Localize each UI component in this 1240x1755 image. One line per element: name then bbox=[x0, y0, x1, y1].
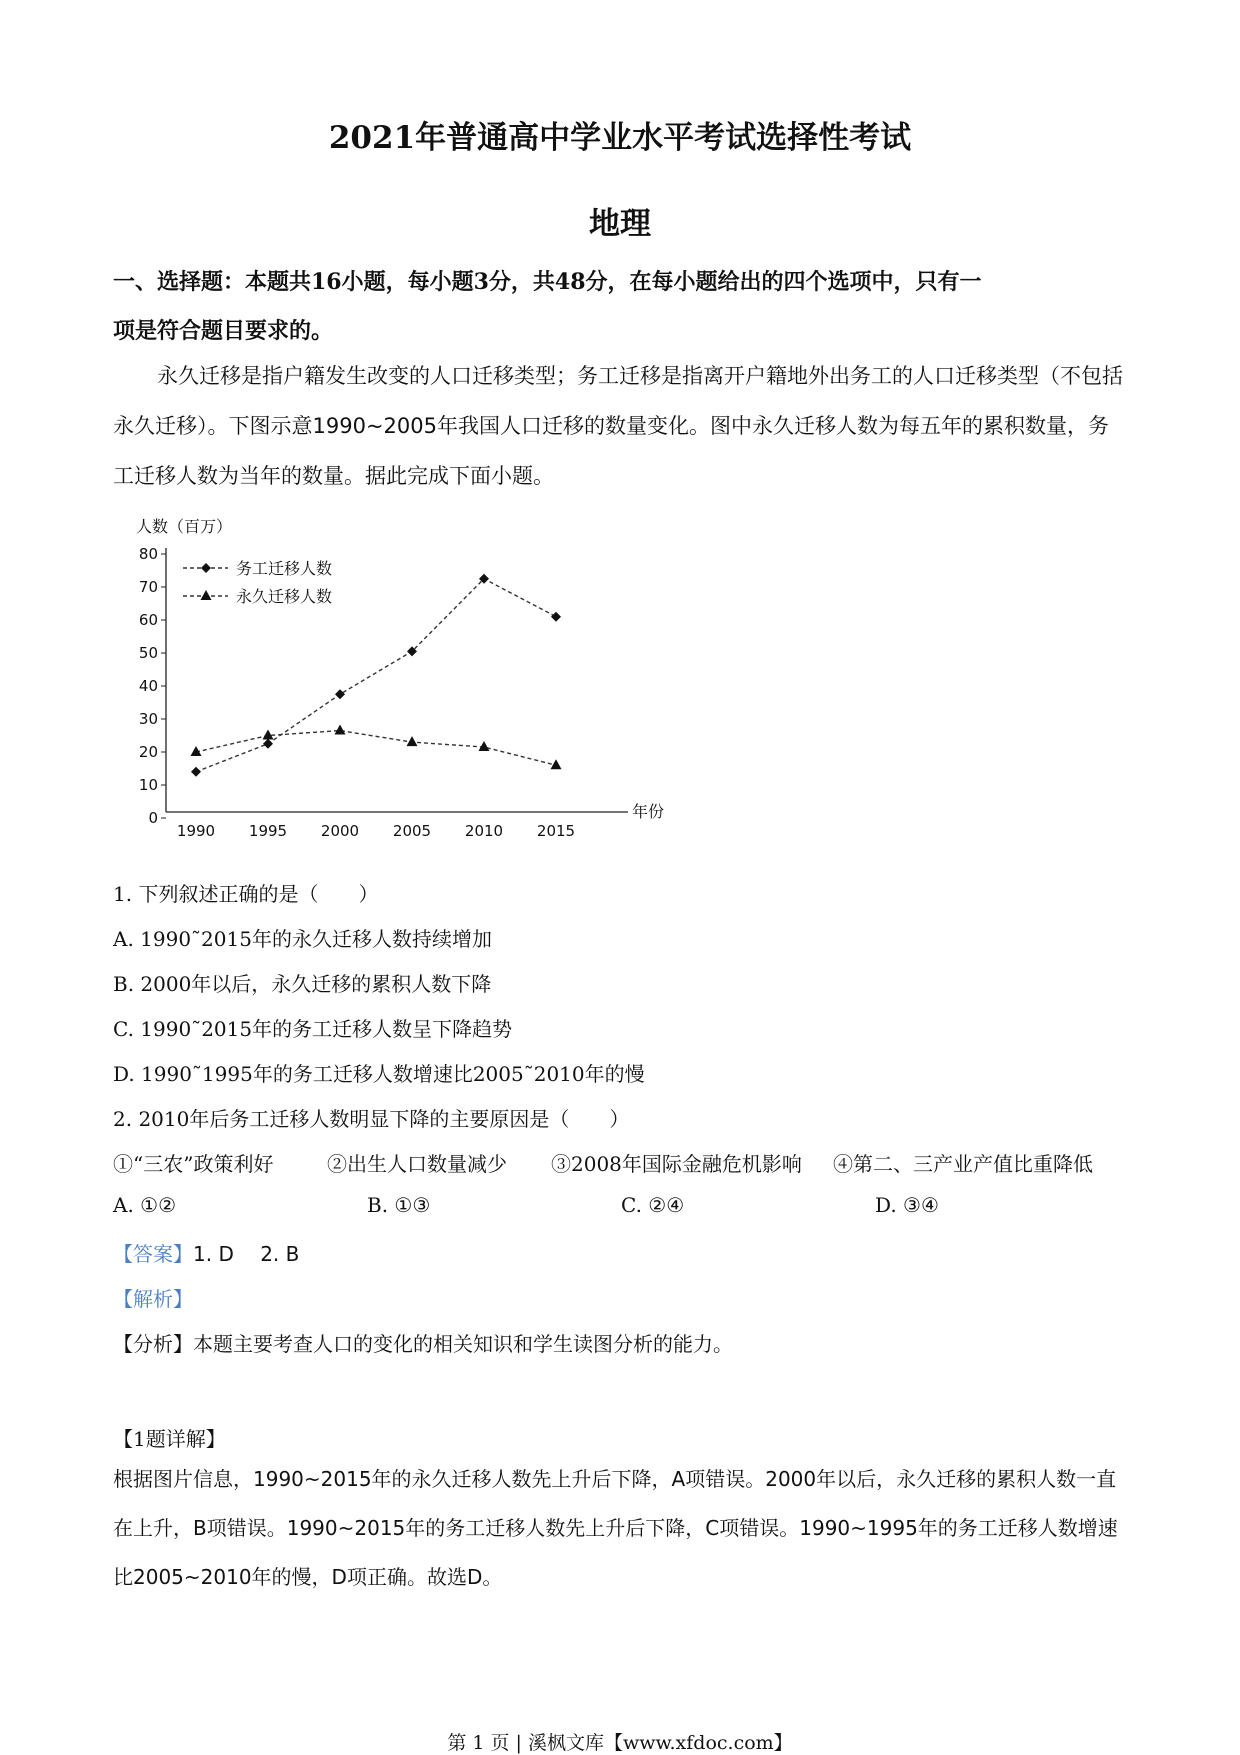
y-tick-label: 70 bbox=[138, 578, 158, 596]
data-point-diamond bbox=[263, 739, 273, 749]
y-tick-label: 60 bbox=[138, 611, 158, 629]
x-tick-label: 2005 bbox=[392, 822, 432, 840]
q2-choice-2: ②出生人口数量减少 bbox=[327, 1152, 507, 1176]
q1-stem: 1. 下列叙述正确的是（ ） bbox=[113, 882, 379, 906]
q1-option-d: D. 1990˜1995年的务工迁移人数增速比2005˜2010年的慢 bbox=[113, 1062, 645, 1086]
answer-text: 1. D 2. B bbox=[193, 1242, 300, 1266]
section-heading-line-2: 项是符合题目要求的。 bbox=[113, 318, 334, 344]
data-point-triangle bbox=[551, 759, 562, 769]
q2-choice-4: ④第二、三产业产值比重降低 bbox=[833, 1152, 1093, 1176]
y-tick-label: 20 bbox=[138, 743, 158, 761]
data-point-triangle bbox=[407, 736, 418, 746]
page-footer: 第 1 页 | 溪枫文库【www.xfdoc.com】 bbox=[447, 1732, 793, 1754]
x-tick-label: 2015 bbox=[536, 822, 576, 840]
section-heading bbox=[113, 258, 1133, 356]
data-point-diamond bbox=[551, 612, 561, 622]
y-axis-label: 人数（百万） bbox=[136, 517, 233, 536]
x-tick-label: 1990 bbox=[176, 822, 216, 840]
intro-paragraph: 永久迁移是指户籍发生改变的人口迁移类型；务工迁移是指离开户籍地外出务工的人口迁移类型（不包括永久迁移）。下图示意1990~2005年我国人口迁移的数量变化。图中永久迁移人数为每五年的累积数量，务工迁移人数为当年的数量。据此完成下面小题。 bbox=[113, 364, 1123, 488]
q1-option-a: A. 1990˜2015年的永久迁移人数持续增加 bbox=[113, 927, 492, 951]
detail-title: 【1题详解】 bbox=[113, 1427, 226, 1451]
detail-text: 根据图片信息，1990~2015年的永久迁移人数先上升后下降，A项错误。2000年以后，永久迁移的累积人数一直在上升，B项错误。1990~2015年的务工迁移人数先上升后下降，C项错误。1990~1995年的务工迁移人数增速比2005~2010年的慢，D项正确。故选D。 bbox=[113, 1467, 1118, 1589]
series-line bbox=[196, 579, 556, 772]
document-title: 2021年普通高中学业水平考试选择性考试 bbox=[328, 120, 912, 156]
y-tick-label: 50 bbox=[138, 644, 158, 662]
series-line bbox=[196, 731, 556, 766]
legend-label: 务工迁移人数 bbox=[236, 559, 333, 578]
data-point-triangle bbox=[335, 725, 346, 735]
answer-label: 【答案】 bbox=[113, 1242, 193, 1266]
y-tick-label: 30 bbox=[138, 710, 158, 728]
y-tick-label: 40 bbox=[138, 677, 158, 695]
legend-label: 永久迁移人数 bbox=[236, 587, 333, 606]
q2-option-a: A. ①② bbox=[113, 1193, 177, 1217]
legend-marker-diamond bbox=[201, 563, 211, 573]
q2-option-b: B. ①③ bbox=[367, 1193, 431, 1217]
x-tick-label: 1995 bbox=[248, 822, 288, 840]
y-tick-label: 80 bbox=[138, 545, 158, 563]
legend-marker-triangle bbox=[201, 590, 212, 600]
x-tick-label: 2000 bbox=[320, 822, 360, 840]
data-point-triangle bbox=[263, 730, 274, 740]
answer-line bbox=[113, 1238, 299, 1267]
subject-title: 地理 bbox=[589, 206, 651, 242]
q2-choice-1: ①“三农”政策利好 bbox=[113, 1152, 274, 1176]
x-tick-label: 2010 bbox=[464, 822, 504, 840]
data-point-triangle bbox=[479, 741, 490, 751]
data-point-diamond bbox=[191, 767, 201, 777]
data-point-diamond bbox=[335, 689, 345, 699]
analysis-fenxi: 【分析】本题主要考查人口的变化的相关知识和学生读图分析的能力。 bbox=[113, 1332, 733, 1356]
x-axis-label: 年份 bbox=[632, 802, 665, 821]
q2-option-c: C. ②④ bbox=[621, 1193, 685, 1217]
q2-option-d: D. ③④ bbox=[875, 1193, 939, 1217]
q1-option-b: B. 2000年以后，永久迁移的累积人数下降 bbox=[113, 972, 492, 996]
y-tick-label: 10 bbox=[138, 776, 158, 794]
q1-option-c: C. 1990˜2015年的务工迁移人数呈下降趋势 bbox=[113, 1017, 513, 1041]
q2-stem: 2. 2010年后务工迁移人数明显下降的主要原因是（ ） bbox=[113, 1107, 630, 1131]
q2-choice-3: ③2008年国际金融危机影响 bbox=[551, 1152, 802, 1176]
y-tick-label: 0 bbox=[148, 809, 158, 827]
section-heading-line-1: 一、选择题：本题共16小题，每小题3分，共48分，在每小题给出的四个选项中，只有一 bbox=[113, 269, 982, 295]
analysis-label: 【解析】 bbox=[113, 1287, 193, 1311]
migration-line-chart bbox=[128, 506, 688, 850]
